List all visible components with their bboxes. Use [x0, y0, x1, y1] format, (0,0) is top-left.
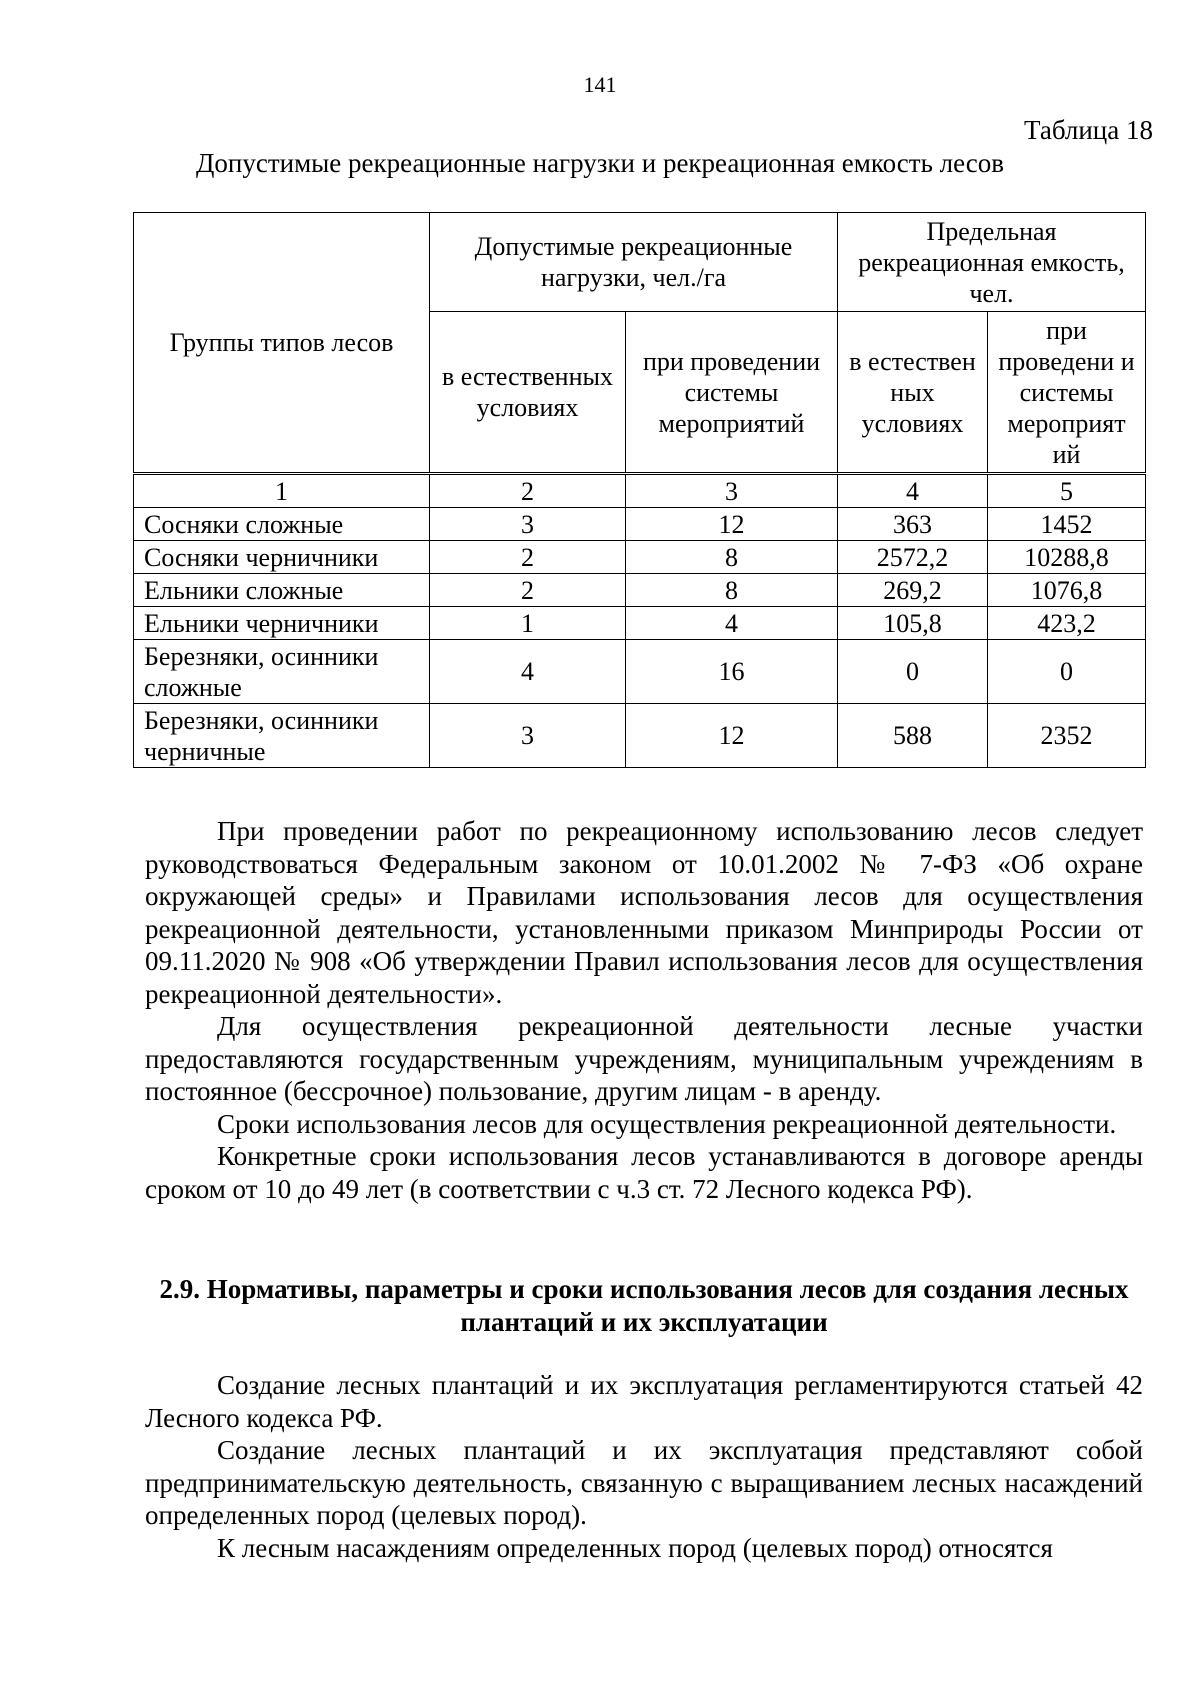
table-row [134, 607, 1146, 640]
subheader-natural-capacity: в естествен ных условиях [838, 312, 988, 474]
paragraph: Создание лесных плантаций и их эксплуатация регламентируются статьей 42 Лесного кодекса РФ. [145, 1370, 1143, 1433]
cell-value: 2572,2 [838, 541, 988, 574]
paragraph: Конкретные сроки использования лесов устанавливаются в договоре аренды сроком от 10 до 49 лет (в соответствии с ч.3 ст. 72 Лесного кодекса РФ). [145, 1141, 1143, 1204]
cell-value: 269,2 [838, 574, 988, 607]
header-recreation-capacity: Предельная рекреационная емкость, чел. [838, 213, 1146, 312]
paragraph: Сроки использования лесов для осуществления рекреационной деятельности. [217, 1108, 1117, 1139]
column-index: 5 [988, 474, 1146, 508]
column-index: 1 [134, 474, 430, 508]
cell-value: 363 [838, 508, 988, 541]
row-name: Ельники черничники [134, 607, 430, 640]
cell-value: 588 [838, 704, 988, 768]
cell-value: 3 [430, 704, 626, 768]
cell-value: 12 [626, 704, 838, 768]
cell-value: 4 [430, 640, 626, 704]
column-index: 3 [626, 474, 838, 508]
table-label: Таблица 18 [1024, 115, 1153, 145]
cell-value: 1452 [988, 508, 1146, 541]
row-name: Сосняки сложные [134, 508, 430, 541]
table-row [134, 704, 1146, 768]
cell-value: 2 [430, 541, 626, 574]
cell-value: 0 [838, 640, 988, 704]
cell-value: 105,8 [838, 607, 988, 640]
row-name: Березняки, осинники черничные [134, 704, 430, 768]
cell-value: 4 [626, 607, 838, 640]
column-index: 4 [838, 474, 988, 508]
paragraph: При проведении работ по рекреационному использованию лесов следует руководствоваться Федеральным законом от 10.01.2002 № 7-ФЗ «Об охране окружающей среды» и Правилами использования лесов для осуществления рекреационной деятельности, установленными приказом Минприроды России от 09.11.2020 № 908 «Об утверждении Правил использования лесов для осуществления рекреационной деятельности». [145, 816, 1143, 1009]
header-forest-groups: Группы типов лесов [134, 213, 430, 474]
paragraph: Для осуществления рекреационной деятельности лесные участки предоставляются государственным учреждениям, муниципальным учреждениям в постоянное (бессрочное) пользование, другим лицам - в аренду. [145, 1011, 1143, 1106]
table-row [134, 640, 1146, 704]
cell-value: 2352 [988, 704, 1146, 768]
cell-value: 10288,8 [988, 541, 1146, 574]
column-index-row [134, 474, 1146, 508]
recreation-table [133, 212, 1146, 768]
body-text-after-heading [145, 1369, 1143, 1564]
table-title: Допустимые рекреационные нагрузки и рекреационная емкость лесов [195, 148, 1004, 178]
cell-value: 1 [430, 607, 626, 640]
cell-value: 0 [988, 640, 1146, 704]
row-name: Сосняки черничники [134, 541, 430, 574]
row-name: Ельники сложные [134, 574, 430, 607]
column-index: 2 [430, 474, 626, 508]
cell-value: 2 [430, 574, 626, 607]
cell-value: 12 [626, 508, 838, 541]
section-heading: 2.9. Нормативы, параметры и сроки использования лесов для создания лесных плантаций и их эксплуатации [159, 1274, 1129, 1337]
table-row [134, 508, 1146, 541]
cell-value: 8 [626, 574, 838, 607]
cell-value: 1076,8 [988, 574, 1146, 607]
subheader-measures-loads: при проведении системы мероприятий [626, 312, 838, 474]
cell-value: 16 [626, 640, 838, 704]
row-name: Березняки, осинники сложные [134, 640, 430, 704]
header-recreation-loads: Допустимые рекреационные нагрузки, чел./га [430, 213, 838, 312]
table-row [134, 574, 1146, 607]
cell-value: 3 [430, 508, 626, 541]
paragraph: К лесным насаждениям определенных пород (целевых пород) относятся [217, 1532, 1053, 1563]
subheader-natural-loads: в естественных условиях [430, 312, 626, 474]
cell-value: 8 [626, 541, 838, 574]
subheader-measures-capacity: при проведени и системы мероприят ий [988, 312, 1146, 474]
cell-value: 423,2 [988, 607, 1146, 640]
page-number: 141 [583, 72, 617, 97]
table-row [134, 541, 1146, 574]
body-text-before-heading [145, 815, 1143, 1205]
paragraph: Создание лесных плантаций и их эксплуатация представляют собой предпринимательскую деятельность, связанную с выращиванием лесных насаждений определенных пород (целевых пород). [145, 1435, 1143, 1530]
